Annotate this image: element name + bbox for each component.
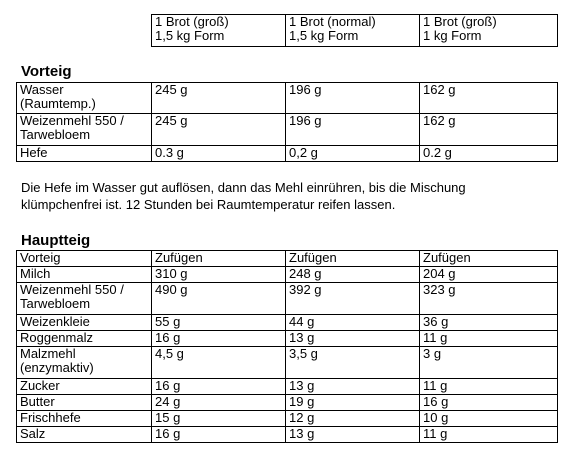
row-value: 13 g xyxy=(286,331,420,347)
row-value: 11 g xyxy=(420,379,558,395)
row-value: 44 g xyxy=(286,315,420,331)
row-label: Salz xyxy=(17,427,152,443)
instructions-text xyxy=(21,179,561,213)
row-value: 248 g xyxy=(286,267,420,283)
row-value: 11 g xyxy=(420,427,558,443)
row-value: 19 g xyxy=(286,395,420,411)
row-value: 3 g xyxy=(420,347,558,379)
header-cell-line: 1 kg Form xyxy=(423,28,482,43)
row-label xyxy=(17,347,152,379)
row-value: 3,5 g xyxy=(286,347,420,379)
row-label: Weizenkleie xyxy=(17,315,152,331)
row-value: 0.3 g xyxy=(152,146,286,162)
row-label: Roggenmalz xyxy=(17,331,152,347)
column-header: Zufügen xyxy=(286,251,420,267)
row-label-line: (Raumtemp.) xyxy=(20,96,96,111)
row-value: 323 g xyxy=(420,283,558,315)
table-row xyxy=(17,331,558,347)
row-label: Frischhefe xyxy=(17,411,152,427)
row-label-line: Wasser xyxy=(20,82,64,97)
row-label: Zucker xyxy=(17,379,152,395)
header-cell-2 xyxy=(286,15,420,47)
header-table xyxy=(151,14,558,47)
row-label-line: Hefe xyxy=(20,145,48,160)
row-label xyxy=(17,83,152,114)
instructions-line: Die Hefe im Wasser gut auflösen, dann das Mehl einrühren, bis die Mischung xyxy=(21,180,466,195)
hauptteig-table xyxy=(16,250,558,443)
row-value: 11 g xyxy=(420,331,558,347)
hauptteig-title: Hauptteig xyxy=(21,232,91,249)
row-value: 204 g xyxy=(420,267,558,283)
row-label xyxy=(17,146,152,162)
row-value: 16 g xyxy=(152,331,286,347)
header-row xyxy=(152,15,558,47)
row-value: 16 g xyxy=(152,427,286,443)
table-header-row xyxy=(17,251,558,267)
row-value: 16 g xyxy=(420,395,558,411)
row-value: 196 g xyxy=(286,114,420,146)
row-label xyxy=(17,114,152,146)
row-label xyxy=(17,283,152,315)
row-value: 16 g xyxy=(152,379,286,395)
row-value: 310 g xyxy=(152,267,286,283)
row-label: Butter xyxy=(17,395,152,411)
table-row xyxy=(17,114,558,146)
header-cell-line: 1 Brot (groß) xyxy=(155,14,229,29)
row-value: 0,2 g xyxy=(286,146,420,162)
table-row xyxy=(17,395,558,411)
row-value: 490 g xyxy=(152,283,286,315)
header-cell-line: 1 Brot (normal) xyxy=(289,14,376,29)
row-value: 392 g xyxy=(286,283,420,315)
table-row xyxy=(17,146,558,162)
row-value: 162 g xyxy=(420,83,558,114)
table-row xyxy=(17,411,558,427)
row-value: 13 g xyxy=(286,379,420,395)
header-cell-line: 1 Brot (groß) xyxy=(423,14,497,29)
row-value: 13 g xyxy=(286,427,420,443)
column-header: Zufügen xyxy=(152,251,286,267)
header-cell-3 xyxy=(420,15,558,47)
row-value: 12 g xyxy=(286,411,420,427)
header-cell-1 xyxy=(152,15,286,47)
table-row xyxy=(17,379,558,395)
row-value: 55 g xyxy=(152,315,286,331)
row-label: Milch xyxy=(17,267,152,283)
row-value: 4,5 g xyxy=(152,347,286,379)
row-value: 36 g xyxy=(420,315,558,331)
row-value: 15 g xyxy=(152,411,286,427)
row-value: 196 g xyxy=(286,83,420,114)
row-label-line: Tarwebloem xyxy=(20,296,91,311)
header-cell-line: 1,5 kg Form xyxy=(289,28,359,43)
table-row xyxy=(17,427,558,443)
vorteig-table xyxy=(16,82,558,162)
row-label-line: Tarwebloem xyxy=(20,127,91,142)
row-value: 0.2 g xyxy=(420,146,558,162)
row-value: 24 g xyxy=(152,395,286,411)
column-header: Zufügen xyxy=(420,251,558,267)
row-label-line: Weizenmehl 550 / xyxy=(20,282,124,297)
table-row xyxy=(17,347,558,379)
row-label-line: Weizenmehl 550 / xyxy=(20,113,124,128)
row-value: 162 g xyxy=(420,114,558,146)
instructions-line: klümpchenfrei ist. 12 Stunden bei Raumtemperatur reifen lassen. xyxy=(21,197,396,212)
row-label-line: Malzmehl xyxy=(20,346,76,361)
row-value: 245 g xyxy=(152,114,286,146)
header-cell-line: 1,5 kg Form xyxy=(155,28,225,43)
table-row xyxy=(17,315,558,331)
table-row xyxy=(17,283,558,315)
row-label-line: (enzymaktiv) xyxy=(20,360,94,375)
table-row xyxy=(17,267,558,283)
row-value: 245 g xyxy=(152,83,286,114)
table-row xyxy=(17,83,558,114)
row-label: Vorteig xyxy=(17,251,152,267)
vorteig-title: Vorteig xyxy=(21,63,72,80)
row-value: 10 g xyxy=(420,411,558,427)
